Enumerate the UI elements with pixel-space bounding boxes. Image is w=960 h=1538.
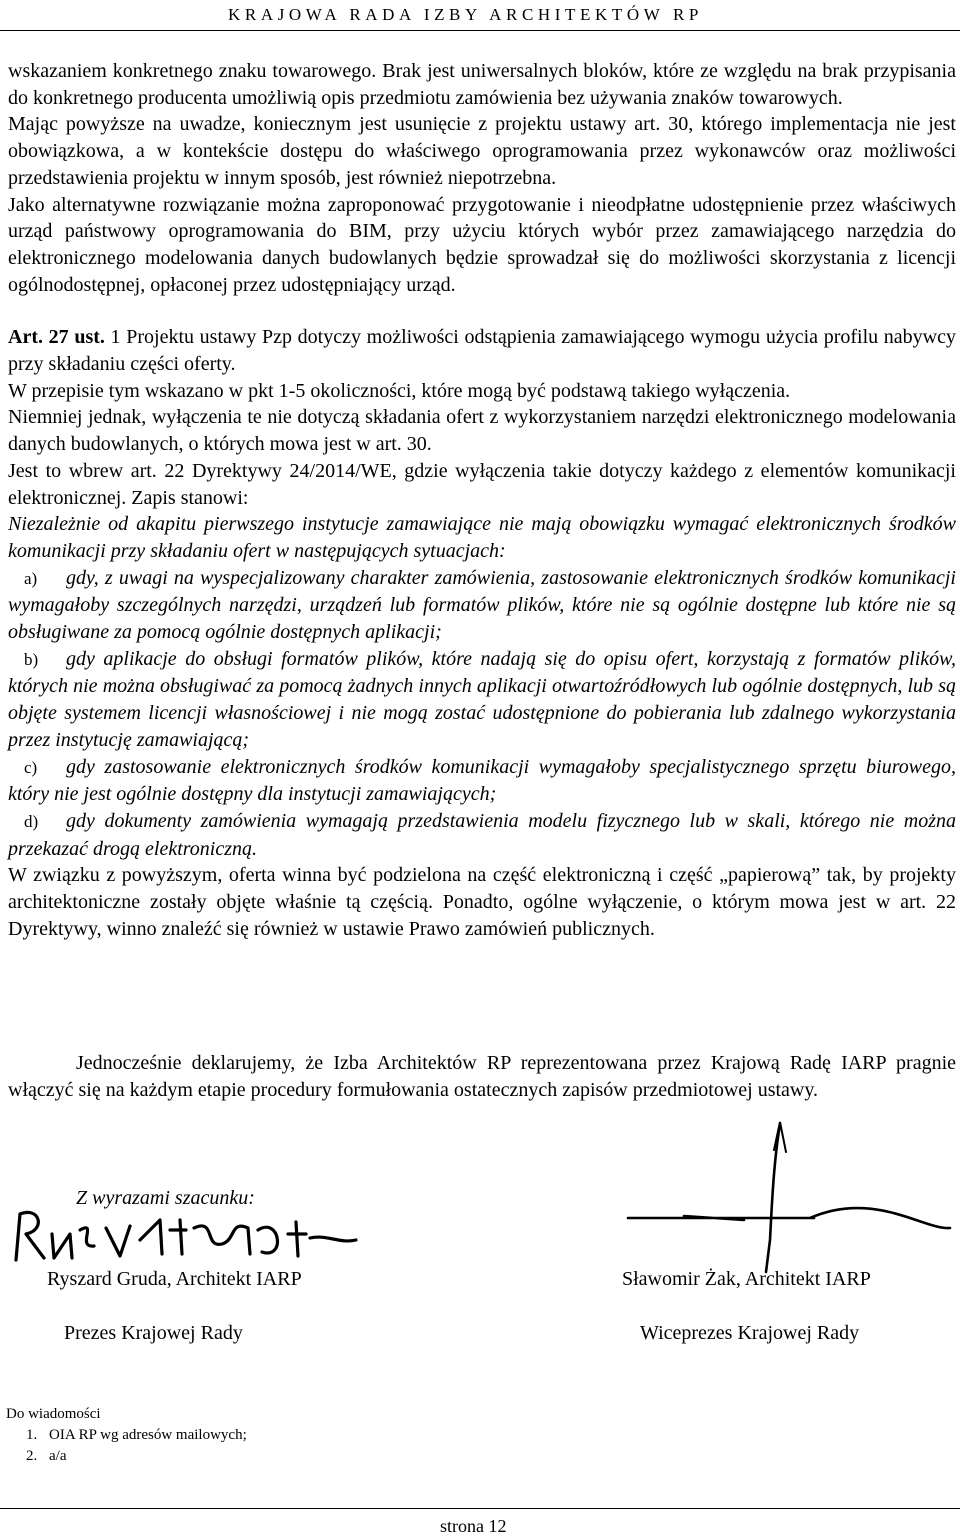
paragraph: W przepisie tym wskazano w pkt 1-5 okoliczności, które mogą być podstawą takiego wyłączenia. xyxy=(8,379,791,402)
paragraph: W związku z powyższym, oferta winna być podzielona na część elektroniczną i część „papierową” tak, by projekty architektoniczne zostały objęte właśnie tą częścią. Ponadto, ogólne wyłączenie, o którym mowa jest w art. 22 Dyrektywy, winno znaleźć się również w ustawie Prawo zamówień publicznych. xyxy=(8,864,956,940)
distribution-title: Do wiadomości xyxy=(6,1406,101,1422)
quote-item-text: gdy aplikacje do obsługi formatów plików, które nadają się do opisu ofert, korzystają z formatów plików, których nie można obsługiwać za pomocą żadnych innych aplikacji otwartoźródłowych lub ogólnie dostępnych, lub są objęte systemem licencji własnościowej i nie mogą zostać udostępnione do pobierania lub zdalnego wykorzystania przez instytucję zamawiającą; xyxy=(8,647,956,751)
paragraph: Jest to wbrew art. 22 Dyrektywy 24/2014/WE, gdzie wyłączenia takie dotyczy każdego z elementów komunikacji elektronicznej. Zapis stanowi: xyxy=(8,459,956,509)
signatory-name: Sławomir Żak, Architekt IARP xyxy=(622,1268,871,1290)
page-number: strona 12 xyxy=(440,1516,507,1536)
page-header xyxy=(0,2,960,31)
signature-gruda xyxy=(10,1200,360,1270)
list-item: 2. a/a xyxy=(41,1446,247,1467)
quote-item xyxy=(8,565,956,646)
list-marker: d) xyxy=(24,811,39,831)
article-reference: Art. 27 ust. xyxy=(8,326,105,349)
quote-item-text: gdy, z uwagi na wyspecjalizowany charakter zamówienia, zastosowanie elektronicznych środków komunikacji wymagałoby szczególnych narzędzi, urządzeń lub formatów plików, które nie są ogólnie dostępne lub które nie są obsługiwane za pomocą ogólnie dostępnych aplikacji; xyxy=(8,566,956,644)
paragraph: Mając powyższe na uwadze, koniecznym jest usunięcie z projektu ustawy art. 30, którego implementacja nie jest obowiązkowa, a w kontekście dostępu do właściwego oprogramowania przez wykonawców oraz możliwości przedstawienia projektu w innym sposób, jest również niepotrzebna. xyxy=(8,113,956,189)
greeting: Z wyrazami szacunku: xyxy=(76,1187,255,1209)
list-marker: a) xyxy=(24,568,38,588)
article-text: 1 Projektu ustawy Pzp dotyczy możliwości odstąpienia zamawiającego wymogu użycia profilu nabywcy przy składaniu części oferty. xyxy=(8,326,957,376)
signatory-name: Ryszard Gruda, Architekt IARP xyxy=(47,1268,302,1290)
quote-item xyxy=(8,754,956,808)
distribution-list xyxy=(6,1404,247,1467)
quote-item xyxy=(8,808,956,862)
paragraph-art-27 xyxy=(8,324,956,377)
closing-paragraph: Jednocześnie deklarujemy, że Izba Architektów RP reprezentowana przez Krajową Radę IARP pragnie włączyć się na każdym etapie procedury formułowania ostatecznych zapisów przedmiotowej ustawy. xyxy=(8,1052,956,1101)
letter-body xyxy=(8,58,956,943)
footer-divider xyxy=(0,1508,960,1509)
closing-section xyxy=(8,1050,956,1103)
quote-item-text: gdy dokumenty zamówienia wymagają przedstawienia modelu fizycznego lub w skali, którego nie można przekazać drogą elektroniczną. xyxy=(8,809,956,860)
header-title: KRAJOWA RADA IZBY ARCHITEKTÓW RP xyxy=(228,5,703,24)
signature-zak xyxy=(624,1120,954,1280)
list-marker: b) xyxy=(24,649,39,669)
list-marker: c) xyxy=(24,757,38,777)
list-item: 1. OIA RP wg adresów mailowych; xyxy=(41,1425,247,1446)
quote-item xyxy=(8,646,956,754)
signatory-role: Wiceprezes Krajowej Rady xyxy=(640,1322,860,1344)
paragraph: Niemniej jednak, wyłączenia te nie dotyczą składania ofert z wykorzystaniem narzędzi elektronicznego modelowania danych budowlanych, o których mowa jest w art. 30. xyxy=(8,406,956,456)
paragraph: wskazaniem konkretnego znaku towarowego. Brak jest uniwersalnych bloków, które ze względu na brak przypisania do konkretnego producenta umożliwią opis przedmiotu zamówienia bez używania znaków towarowych. xyxy=(8,60,956,109)
quote-item-text: gdy zastosowanie elektronicznych środków komunikacji wymagałoby specjalistycznego sprzętu biurowego, który nie jest ogólnie dostępny dla instytucji zamawiających; xyxy=(8,755,956,806)
paragraph: Jako alternatywne rozwiązanie można zaproponować przygotowanie i nieodpłatne udostępnienie przez właściwych urząd państwowy oprogramowania do BIM, przy użyciu których wybór przez zamawiającego narzędzia do elektronicznego modelowania danych budowlanych będzie sprowadzał się do możliwości skorzystania z licencji ogólnodostępnej, opłaconej przez udostępniający urząd. xyxy=(8,193,956,296)
signatory-role: Prezes Krajowej Rady xyxy=(64,1322,243,1344)
quote-intro: Niezależnie od akapitu pierwszego instytucje zamawiające nie mają obowiązku wymagać elektronicznych środków komunikacji przy składaniu ofert w następujących sytuacjach: xyxy=(8,513,956,562)
